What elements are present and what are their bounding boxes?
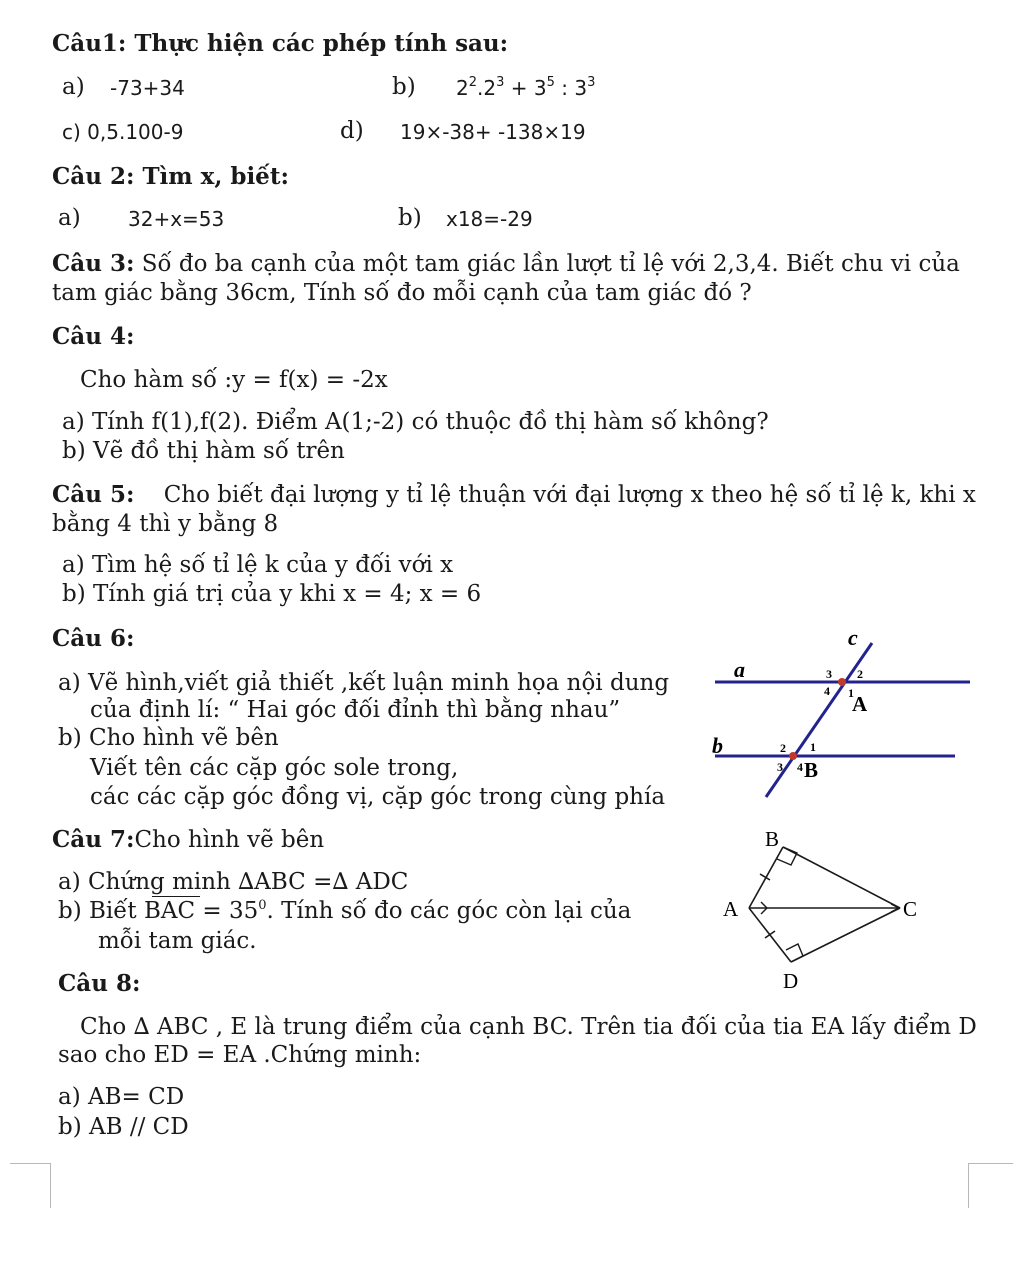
q6-a2: của định lí: “ Hai góc đối đỉnh thì bằng nhau” bbox=[90, 697, 621, 723]
point-A bbox=[838, 678, 846, 686]
q2-b-expr: x18=-29 bbox=[446, 207, 533, 231]
angle-2-b: 2 bbox=[780, 741, 786, 755]
q7-angle-overline bbox=[152, 896, 200, 897]
q1-b-label: b) bbox=[392, 74, 416, 100]
q5-line2: bằng 4 thì y bằng 8 bbox=[52, 511, 279, 537]
q8-b: b) AB // CD bbox=[58, 1114, 189, 1140]
angle-4-a: 4 bbox=[824, 684, 830, 698]
label-a: a bbox=[734, 657, 745, 682]
q5-line1: Câu 5: Cho biết đại lượng y tỉ lệ thuận với đại lượng x theo hệ số tỉ lệ k, khi x bbox=[52, 481, 976, 508]
q8-title: Câu 8: bbox=[58, 970, 141, 997]
q7-b1: b) Biết BAC = $35^0$. Tính số đo các góc còn lại của bbox=[58, 898, 632, 924]
tick-AD bbox=[765, 931, 775, 938]
q2-title: Câu 2: Tìm x, biết: bbox=[52, 163, 289, 190]
label-b: b bbox=[712, 733, 723, 758]
label-B: B bbox=[765, 827, 780, 851]
q7-b2: mỗi tam giác. bbox=[98, 928, 257, 954]
angle-4-b: 4 bbox=[797, 760, 803, 774]
q3-line1: Câu 3: Số đo ba cạnh của một tam giác lần lượt tỉ lệ với 2,3,4. Biết chu vi của bbox=[52, 250, 960, 277]
side-BC bbox=[783, 847, 900, 908]
q4-a: a) Tính f(1),f(2). Điểm A(1;-2) có thuộc đồ thị hàm số không? bbox=[62, 409, 769, 435]
q6-a1: a) Vẽ hình,viết giả thiết ,kết luận minh họa nội dung bbox=[58, 670, 670, 696]
q7-title-line: Câu 7:Cho hình vẽ bên bbox=[52, 826, 325, 853]
q2-a-expr: 32+x=53 bbox=[128, 207, 225, 231]
label-B: B bbox=[804, 758, 819, 782]
q4-title: Câu 4: bbox=[52, 323, 135, 350]
q6-title: Câu 6: bbox=[52, 625, 135, 652]
margin-mark-right bbox=[968, 1163, 1013, 1208]
angle-3-b: 3 bbox=[777, 760, 783, 774]
point-B bbox=[789, 752, 797, 760]
q5-a: a) Tìm hệ số tỉ lệ k của y đối với x bbox=[62, 552, 454, 578]
q1-a-expr: -73+34 bbox=[110, 76, 185, 100]
label-C: C bbox=[903, 897, 918, 921]
q1-c: c) 0,5.100-9 bbox=[62, 120, 184, 144]
q6-b3: các các cặp góc đồng vị, cặp góc trong cùng phía bbox=[90, 784, 666, 810]
q1-d-label: d) bbox=[340, 118, 364, 144]
q8-line1: Cho ∆ ABC , E là trung điểm của cạnh BC. Trên tia đối của tia EA lấy điểm D bbox=[80, 1014, 977, 1040]
q1-d-expr: 19×-38+ -138×19 bbox=[400, 120, 586, 144]
angle-1-b: 1 bbox=[810, 740, 816, 754]
q7-figure bbox=[715, 822, 935, 997]
q8-line2: sao cho ED = EA .Chứng minh: bbox=[58, 1042, 422, 1068]
q4-b: b) Vẽ đồ thị hàm số trên bbox=[62, 438, 345, 464]
q6-b2: Viết tên các cặp góc sole trong, bbox=[90, 755, 459, 781]
side-DC bbox=[791, 908, 900, 962]
label-D: D bbox=[783, 969, 799, 993]
margin-mark-left bbox=[10, 1163, 51, 1208]
q2-b-label: b) bbox=[398, 205, 422, 231]
q4-intro: Cho hàm số :y = f(x) = -2x bbox=[80, 367, 388, 393]
q7-a: a) Chứng minh ∆ABC =∆ ADC bbox=[58, 869, 409, 895]
angle-2-a: 2 bbox=[857, 667, 863, 681]
q1-title: Câu1: Thực hiện các phép tính sau: bbox=[52, 30, 509, 57]
label-A: A bbox=[852, 692, 868, 716]
q6-b1: b) Cho hình vẽ bên bbox=[58, 725, 279, 751]
label-c: c bbox=[848, 625, 858, 650]
angle-1-a: 1 bbox=[848, 686, 854, 700]
q3-line2: tam giác bằng 36cm, Tính số đo mỗi cạnh của tam giác đó ? bbox=[52, 280, 752, 306]
q6-figure bbox=[700, 625, 980, 805]
label-A: A bbox=[723, 897, 739, 921]
angle-3-a: 3 bbox=[826, 667, 832, 681]
q2-a-label: a) bbox=[58, 205, 81, 231]
q5-b: b) Tính giá trị của y khi x = 4; x = 6 bbox=[62, 581, 482, 607]
q1-b-expr: $2^2.2^3 + 3^5$ : $3^3$ bbox=[456, 75, 596, 100]
q8-a: a) AB= CD bbox=[58, 1084, 185, 1110]
q1-a-label: a) bbox=[62, 74, 85, 100]
